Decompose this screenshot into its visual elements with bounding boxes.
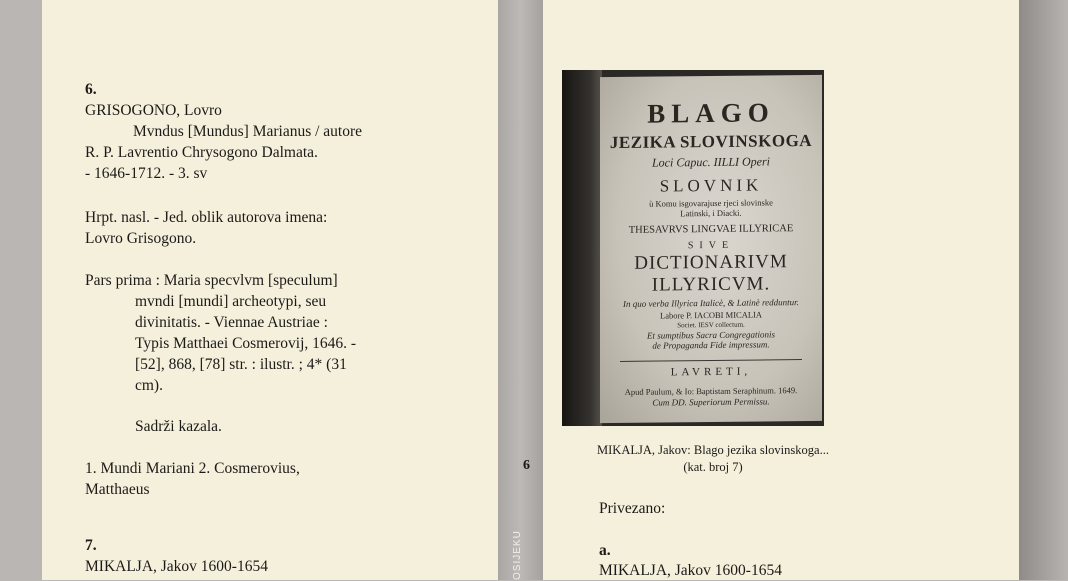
entry-6-pars-line: mvndi [mundi] archeotypi, seu (135, 293, 327, 310)
entry-6-contents: Sadrži kazala. (135, 418, 222, 435)
page-number: 6 (523, 458, 530, 473)
book-sive: SIVE (687, 239, 735, 252)
book-labore: Labore P. IACOBI MICALIA (660, 309, 762, 321)
book-societ: Societ. IESV collectum. (677, 320, 745, 330)
book-cum: Cum DD. Superiorum Permissu. (652, 396, 770, 408)
book-spine (562, 70, 602, 426)
entry-6-index-2: Matthaeus (85, 481, 150, 498)
entry-6-pars-line: [52], 868, [78] str. : ilustr. ; 4* (31 (135, 356, 347, 373)
page-edge (1019, 0, 1068, 580)
entry-6-pars-line: divinitatis. - Viennae Austriae : (135, 314, 328, 331)
caption-line-2: (kat. broj 7) (683, 460, 743, 474)
photo-caption (543, 442, 883, 476)
book-illyricum: ILLYRICVM. (651, 273, 771, 296)
entry-6-author: GRISOGONO, Lovro (85, 102, 222, 119)
privezano-label: Privezano: (599, 500, 666, 517)
book-dictionarium: DICTIONARIVM (634, 251, 788, 274)
book-handwriting: Loci Capuc. IILLI Operi (652, 154, 770, 170)
book-lavreti: LAVRETI, (670, 365, 752, 379)
entry-7-number: 7. (85, 537, 97, 554)
book-thesaurus: THESAVRVS LINGVAE ILLYRICAE (628, 223, 794, 236)
entry-6-title-line: Mvndus [Mundus] Marianus / autore (133, 123, 363, 140)
book-title-page-photo (562, 70, 824, 426)
book-apud: Apud Paulum, & Io: Baptistam Seraphinum. 1649. (624, 385, 798, 397)
book-gutter (498, 0, 543, 580)
sub-entry-a-number: a. (599, 542, 611, 559)
book-subtitle: JEZIKA SLOVINSKOGA (609, 130, 813, 153)
book-title: BLAGO (647, 97, 775, 129)
entry-6-number: 6. (85, 81, 97, 98)
sub-entry-a-author: MIKALJA, Jakov 1600-1654 (599, 562, 782, 579)
gutter-vertical-text: OSIJEKU (512, 530, 523, 580)
entry-7-author: MIKALJA, Jakov 1600-1654 (85, 558, 268, 575)
entry-6-note-1: Hrpt. nasl. - Jed. oblik autorova imena: (85, 209, 328, 226)
book-rule (620, 359, 802, 362)
entry-6-pars-line: Typis Matthaei Cosmerovij, 1646. - (135, 335, 357, 352)
entry-6-title-cont-1: R. P. Lavrentio Chrysogono Dalmata. (85, 144, 318, 161)
book-line-a: ù Komu isgovarajuse rjeci slovinske (649, 197, 773, 209)
book-title-page (600, 75, 822, 423)
caption-line-1: MIKALJA, Jakov: Blago jezika slovinskoga... (597, 443, 829, 457)
entry-6-index-1: 1. Mundi Mariani 2. Cosmerovius, (85, 460, 300, 477)
book-slovnik: SLOVNIK (659, 175, 763, 196)
entry-6-title-cont-2: - 1646-1712. - 3. sv (85, 165, 208, 182)
book-line-b: Latinski, i Diacki. (680, 207, 742, 219)
entry-6-note-2: Lovro Grisogono. (85, 230, 197, 247)
book-in-quo: In quo verba Illyrica Italicè, & Latinè redduntur. (623, 297, 799, 309)
entry-6-pars-line: cm). (135, 377, 163, 394)
book-et-sumptibus: Et sumptibus Sacra Congregationis (647, 329, 775, 341)
book-propaganda: de Propaganda Fide impressum. (652, 339, 770, 351)
entry-6-pars-first: Pars prima : Maria specvlvm [speculum] (85, 272, 338, 289)
